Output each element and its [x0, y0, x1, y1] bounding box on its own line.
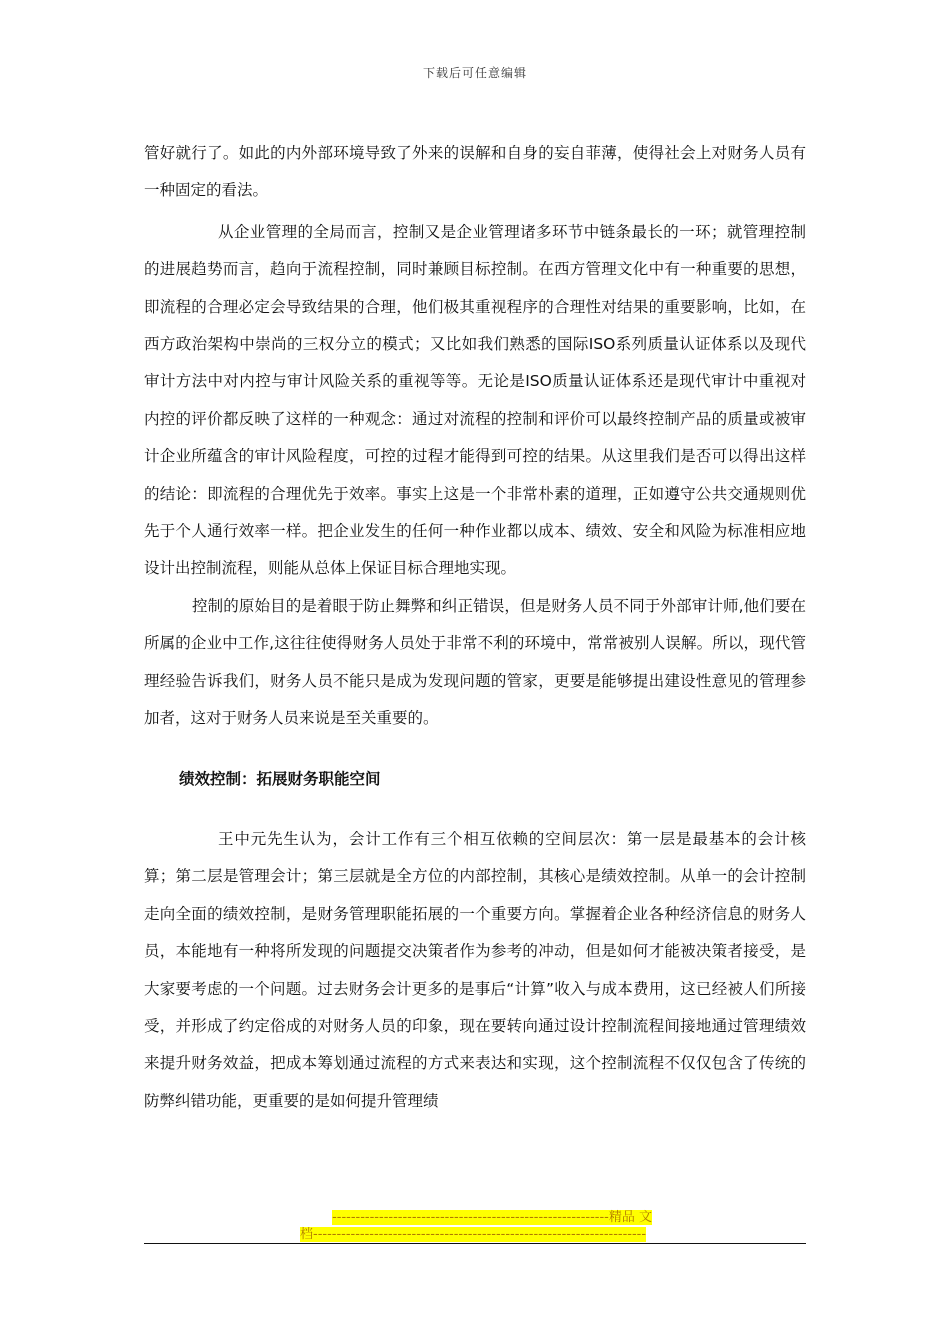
document-body: [144, 135, 806, 1120]
paragraph-2: 从企业管理的全局而言，控制又是企业管理诸多环节中链条最长的一环；就管理控制的进展趋势而言，趋向于流程控制，同时兼顾目标控制。在西方管理文化中有一种重要的思想，即流程的合理必定会导致结果的合理，他们极其重视程序的合理性对结果的重要影响，比如，在西方政治架构中崇尚的三权分立的模式；又比如我们熟悉的国际ISO系列质量认证体系以及现代审计方法中对内控与审计风险关系的重视等等。无论是ISO质量认证体系还是现代审计中重视对内控的评价都反映了这样的一种观念：通过对流程的控制和评价可以最终控制产品的质量或被审计企业所蕴含的审计风险程度，可控的过程才能得到可控的结果。从这里我们是否可以得出这样的结论：即流程的合理优先于效率。事实上这是一个非常朴素的道理，正如遵守公共交通规则优先于个人通行效率一样。把企业发生的任何一种作业都以成本、绩效、安全和风险为标准相应地设计出控制流程，则能从总体上保证目标合理地实现。: [144, 222, 806, 578]
footer-line-1: -----------------------------------------------------------精品 文: [332, 1210, 652, 1225]
page-header: 下载后可任意编辑: [422, 66, 527, 80]
footer-divider: [144, 1243, 806, 1244]
paragraph-1: 管好就行了。如此的内外部环境导致了外来的误解和自身的妄自菲薄，使得社会上对财务人员有一种固定的看法。: [144, 144, 806, 200]
paragraph-3: 控制的原始目的是着眼于防止舞弊和纠正错误，但是财务人员不同于外部审计师,他们要在所属的企业中工作,这往往使得财务人员处于非常不利的环境中，常常被别人误解。所以，现代管理经验告诉我们，财务人员不能只是成为发现问题的管家，更要是能够提出建设性意见的管理参加者，这对于财务人员来说是至关重要的。: [144, 596, 806, 728]
footer-watermark: [300, 1209, 652, 1243]
footer-line-2: 档-----------------------------------------------------------------------: [300, 1227, 647, 1242]
section-heading: 绩效控制：拓展财务职能空间: [179, 769, 381, 788]
paragraph-4: 王中元先生认为，会计工作有三个相互依赖的空间层次：第一层是最基本的会计核算；第二层是管理会计；第三层就是全方位的内部控制，其核心是绩效控制。从单一的会计控制走向全面的绩效控制，是财务管理职能拓展的一个重要方向。掌握着企业各种经济信息的财务人员，本能地有一种将所发现的问题提交决策者作为参考的冲动，但是如何才能被决策者接受，是大家要考虑的一个问题。过去财务会计更多的是事后“计算”收入与成本费用，这已经被人们所接受，并形成了约定俗成的对财务人员的印象，现在要转向通过设计控制流程间接地通过管理绩效来提升财务效益，把成本筹划通过流程的方式来表达和实现，这个控制流程不仅仅包含了传统的防弊纠错功能，更重要的是如何提升管理绩: [144, 829, 806, 1110]
